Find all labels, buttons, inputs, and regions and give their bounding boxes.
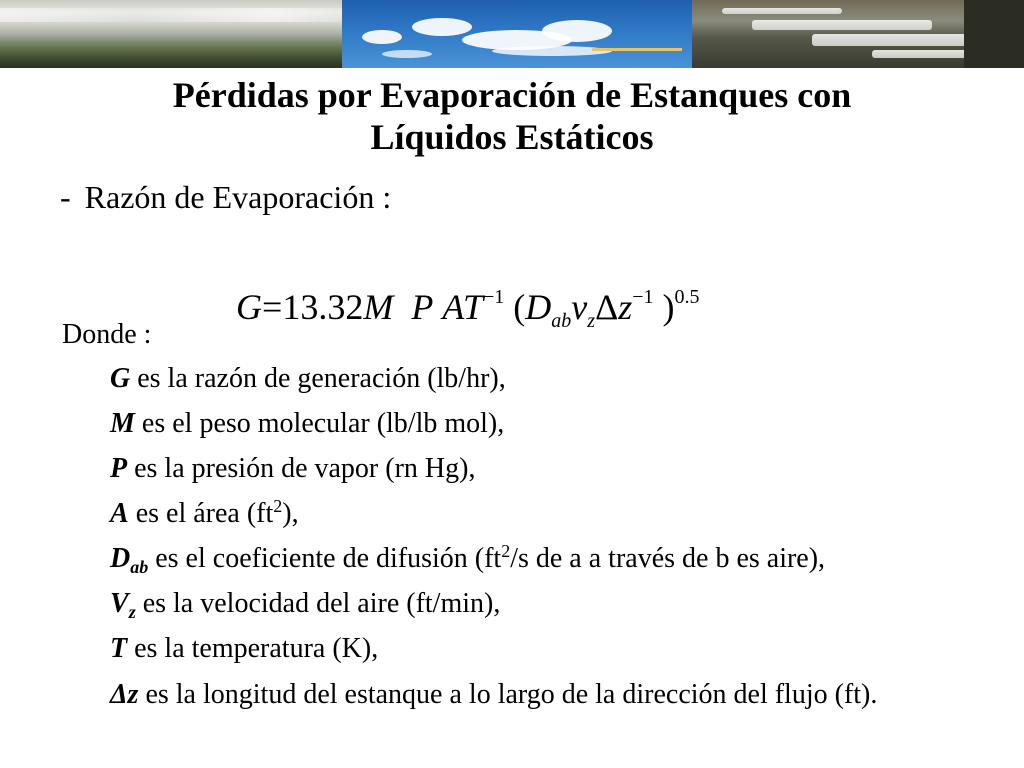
definition-item bbox=[110, 632, 1010, 677]
definition-symbol-main: D bbox=[110, 543, 131, 574]
definition-item bbox=[110, 497, 1010, 542]
definition-symbol: T bbox=[110, 633, 128, 664]
definition-text: es la longitud del estanque a lo largo de la dirección del flujo (ft). bbox=[138, 679, 878, 710]
formula-G: G bbox=[236, 287, 262, 327]
definition-superscript: 2 bbox=[273, 496, 283, 516]
definition-text: es la presión de vapor (rn Hg), bbox=[127, 453, 476, 484]
definition-item bbox=[110, 677, 1010, 722]
definition-item bbox=[110, 542, 1010, 587]
definition-symbol: P bbox=[110, 453, 128, 484]
formula-P: P bbox=[411, 287, 434, 327]
page-title bbox=[40, 74, 984, 158]
bullet-dash: - bbox=[60, 179, 71, 215]
formula-T-exponent: −1 bbox=[483, 286, 505, 308]
definition-text-before: es el coeficiente de difusión (ft bbox=[148, 543, 502, 574]
formula-D-subscript: ab bbox=[551, 310, 572, 332]
donde-label: Donde : bbox=[62, 319, 152, 350]
definition-item bbox=[110, 587, 1010, 632]
definition-item bbox=[110, 407, 1010, 452]
definition-text-after: /s de a a través de b es aire), bbox=[510, 543, 826, 574]
definition-symbol-main: V bbox=[110, 588, 129, 619]
formula-A: A bbox=[442, 287, 463, 327]
definition-symbol bbox=[110, 588, 136, 622]
formula-delta: Δ bbox=[595, 287, 619, 327]
bullet-text: Razón de Evaporación : bbox=[84, 179, 392, 215]
title-line-1: Pérdidas por Evaporación de Estanques con bbox=[172, 75, 852, 115]
definition-superscript: 2 bbox=[501, 541, 511, 561]
landscape-photo bbox=[0, 0, 342, 68]
formula-z: z bbox=[618, 287, 633, 327]
formula-T: T bbox=[462, 287, 483, 327]
definition-text-before: es el área (ft bbox=[128, 498, 274, 529]
definitions-list bbox=[110, 362, 1010, 722]
formula-z-exponent: −1 bbox=[632, 286, 654, 308]
definition-symbol: A bbox=[110, 498, 129, 529]
definition-symbol: Δz bbox=[110, 679, 139, 710]
definition-symbol: G bbox=[110, 363, 131, 394]
formula-coefficient: 13.32 bbox=[282, 287, 364, 327]
formula-D: D bbox=[525, 287, 552, 327]
definition-symbol: M bbox=[110, 408, 135, 439]
formula-outer-exponent: 0.5 bbox=[674, 286, 700, 308]
definition-text: es el peso molecular (lb/lb mol), bbox=[134, 408, 505, 439]
definition-item bbox=[110, 452, 1010, 497]
title-line-2: Líquidos Estáticos bbox=[370, 117, 654, 157]
definition-symbol bbox=[110, 543, 149, 577]
formula-v: v bbox=[571, 287, 588, 327]
definition-text: es la temperatura (K), bbox=[127, 633, 379, 664]
formula-equals: = bbox=[262, 287, 283, 327]
bullet-heading bbox=[60, 178, 391, 216]
definition-text-after: ), bbox=[282, 498, 299, 529]
formula-M: M bbox=[363, 287, 394, 327]
definition-symbol-subscript: z bbox=[128, 602, 136, 622]
definition-symbol-subscript: ab bbox=[130, 557, 149, 577]
definition-item bbox=[110, 362, 1010, 407]
formula-open-paren: ( bbox=[513, 287, 526, 327]
header-banner bbox=[0, 0, 1024, 68]
evaporation-formula bbox=[236, 285, 700, 332]
definition-text: es la velocidad del aire (ft/min), bbox=[135, 588, 501, 619]
formula-v-subscript: z bbox=[587, 310, 596, 332]
waterfall-photo bbox=[692, 0, 1024, 68]
definition-text: es la razón de generación (lb/hr), bbox=[130, 363, 506, 394]
formula-close-paren: ) bbox=[662, 287, 675, 327]
sky-clouds-photo bbox=[342, 0, 692, 68]
